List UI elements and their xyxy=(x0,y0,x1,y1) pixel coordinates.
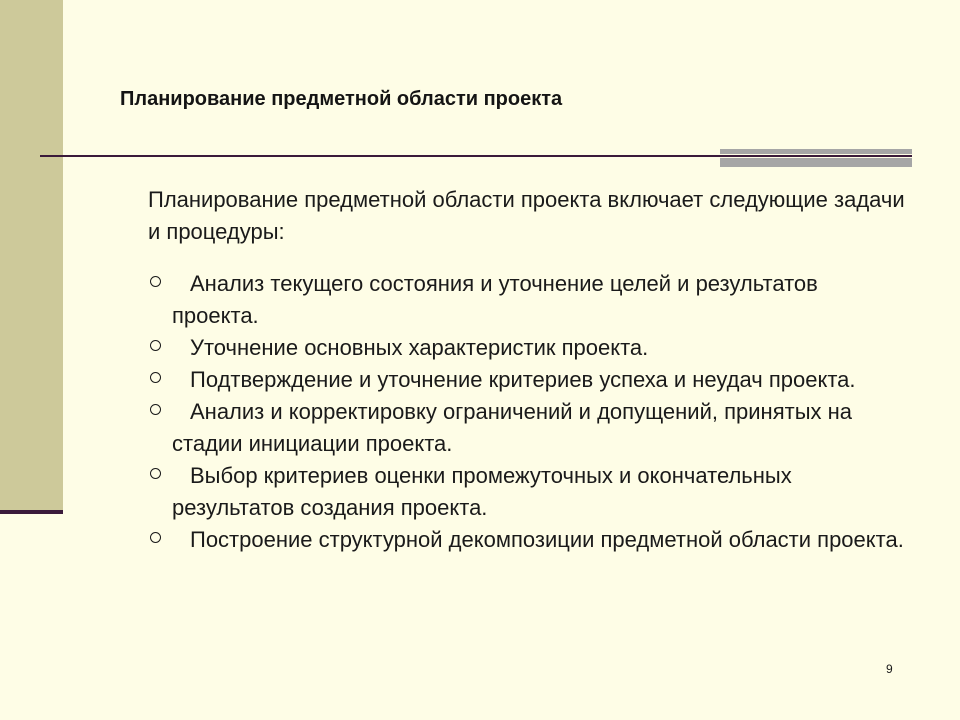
page-number: 9 xyxy=(886,662,893,676)
side-band-rule xyxy=(0,510,63,514)
task-list xyxy=(148,268,908,556)
title-accent-bar-bottom xyxy=(720,158,912,167)
title-underline-rule xyxy=(40,155,912,157)
list-item xyxy=(148,268,908,332)
circle-bullet-icon xyxy=(150,340,161,351)
slide-body xyxy=(148,184,908,556)
list-item xyxy=(148,460,908,524)
slide-title: Планирование предметной области проекта xyxy=(120,88,563,110)
list-item xyxy=(148,396,908,460)
list-item xyxy=(148,364,908,396)
list-item-text: Выбор критериев оценки промежуточных и окончательных результатов создания проекта. xyxy=(172,463,792,520)
list-item-text: Уточнение основных характеристик проекта. xyxy=(190,335,649,360)
list-item-text: Анализ текущего состояния и уточнение целей и результатов проекта. xyxy=(172,271,818,328)
list-item xyxy=(148,332,908,364)
circle-bullet-icon xyxy=(150,372,161,383)
list-item-text: Подтверждение и уточнение критериев успеха и неудач проекта. xyxy=(190,367,856,392)
circle-bullet-icon xyxy=(150,404,161,415)
list-item xyxy=(148,524,908,556)
circle-bullet-icon xyxy=(150,276,161,287)
intro-text: Планирование предметной области проекта включает следующие задачи и процедуры: xyxy=(148,187,905,244)
title-accent-bar-top xyxy=(720,149,912,154)
list-item-text: Построение структурной декомпозиции предметной области проекта. xyxy=(190,527,904,552)
list-item-text: Анализ и корректировку ограничений и допущений, принятых на стадии инициации проекта. xyxy=(172,399,852,456)
circle-bullet-icon xyxy=(150,468,161,479)
side-decorative-band xyxy=(0,0,63,512)
circle-bullet-icon xyxy=(150,532,161,543)
